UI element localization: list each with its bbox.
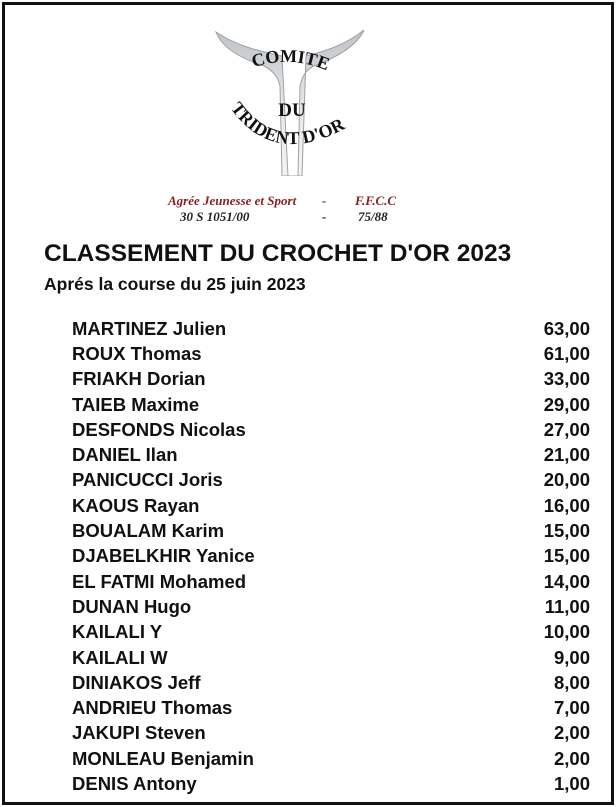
trident-logo — [210, 26, 370, 176]
ranking-row — [72, 392, 590, 417]
competitor-score: 11,00 — [544, 595, 590, 617]
competitor-score: 21,00 — [543, 444, 590, 466]
logo-line-comite: COMITE — [249, 45, 333, 75]
competitor-score: 9,00 — [553, 646, 590, 668]
competitor-score: 1,00 — [553, 772, 590, 794]
ranking-row — [72, 442, 590, 467]
competitor-name: TAIEB Maxime — [72, 393, 200, 415]
ranking-row — [72, 316, 590, 341]
ranking-row — [72, 695, 590, 720]
competitor-name: DENIS Antony — [72, 772, 197, 794]
ranking-row — [72, 620, 590, 645]
ranking-row — [72, 594, 590, 619]
competitor-name: DJABELKHIR Yanice — [72, 545, 255, 567]
affiliation-label-left: Agrée Jeunesse et Sport — [168, 193, 297, 208]
ranking-row — [72, 746, 590, 771]
affiliation-label-right: F.F.C.C — [355, 193, 397, 208]
logo-line-du: DU — [278, 100, 306, 121]
competitor-name: MARTINEZ Julien — [72, 317, 227, 339]
competitor-name: DUNAN Hugo — [72, 595, 192, 617]
competitor-name: KAILALI W — [72, 646, 168, 668]
competitor-name: JAKUPI Steven — [72, 722, 206, 744]
competitor-name: KAOUS Rayan — [72, 494, 200, 516]
ranking-row — [72, 721, 590, 746]
competitor-name: DANIEL Ilan — [72, 444, 178, 466]
ranking-row — [72, 544, 590, 569]
competitor-name: EL FATMI Mohamed — [72, 570, 247, 592]
competitor-score: 7,00 — [553, 697, 590, 719]
competitor-score: 2,00 — [553, 722, 590, 744]
ranking-row — [72, 518, 590, 543]
competitor-name: FRIAKH Dorian — [72, 368, 206, 390]
competitor-score: 61,00 — [543, 342, 590, 364]
competitor-score: 33,00 — [543, 368, 590, 390]
affiliation-separator-bottom: - — [322, 209, 327, 224]
page-subtitle: Aprés la course du 25 juin 2023 — [44, 274, 306, 294]
ranking-row — [72, 493, 590, 518]
competitor-name: ANDRIEU Thomas — [72, 697, 233, 719]
logo-line-trident: TRIDENT D'OR — [227, 98, 348, 149]
ranking-row — [72, 468, 590, 493]
ranking-list — [72, 316, 590, 797]
competitor-score: 2,00 — [553, 747, 590, 769]
competitor-name: DESFONDS Nicolas — [72, 418, 246, 440]
competitor-score: 14,00 — [543, 570, 590, 592]
ranking-row — [72, 417, 590, 442]
competitor-score: 16,00 — [543, 494, 590, 516]
affiliation-number-left: 30 S 1051/00 — [180, 209, 250, 224]
ranking-row — [72, 569, 590, 594]
affiliation-number-right: 75/88 — [358, 209, 388, 224]
competitor-name: MONLEAU Benjamin — [72, 747, 254, 769]
competitor-name: DINIAKOS Jeff — [72, 671, 201, 693]
competitor-score: 29,00 — [543, 393, 590, 415]
competitor-score: 63,00 — [543, 317, 590, 339]
competitor-score: 8,00 — [553, 671, 590, 693]
competitor-name: ROUX Thomas — [72, 342, 202, 364]
ranking-row — [72, 367, 590, 392]
ranking-row — [72, 645, 590, 670]
competitor-score: 10,00 — [543, 621, 590, 643]
affiliation-separator-top: - — [322, 193, 327, 208]
page-title: CLASSEMENT DU CROCHET D'OR 2023 — [44, 240, 512, 267]
ranking-row — [72, 670, 590, 695]
competitor-score: 15,00 — [543, 545, 590, 567]
competitor-name: KAILALI Y — [72, 621, 163, 643]
competitor-name: BOUALAM Karim — [72, 520, 225, 542]
ranking-row — [72, 341, 590, 366]
competitor-name: PANICUCCI Joris — [72, 469, 223, 491]
competitor-score: 27,00 — [543, 418, 590, 440]
ranking-row — [72, 771, 590, 796]
competitor-score: 20,00 — [543, 469, 590, 491]
competitor-score: 15,00 — [543, 520, 590, 542]
